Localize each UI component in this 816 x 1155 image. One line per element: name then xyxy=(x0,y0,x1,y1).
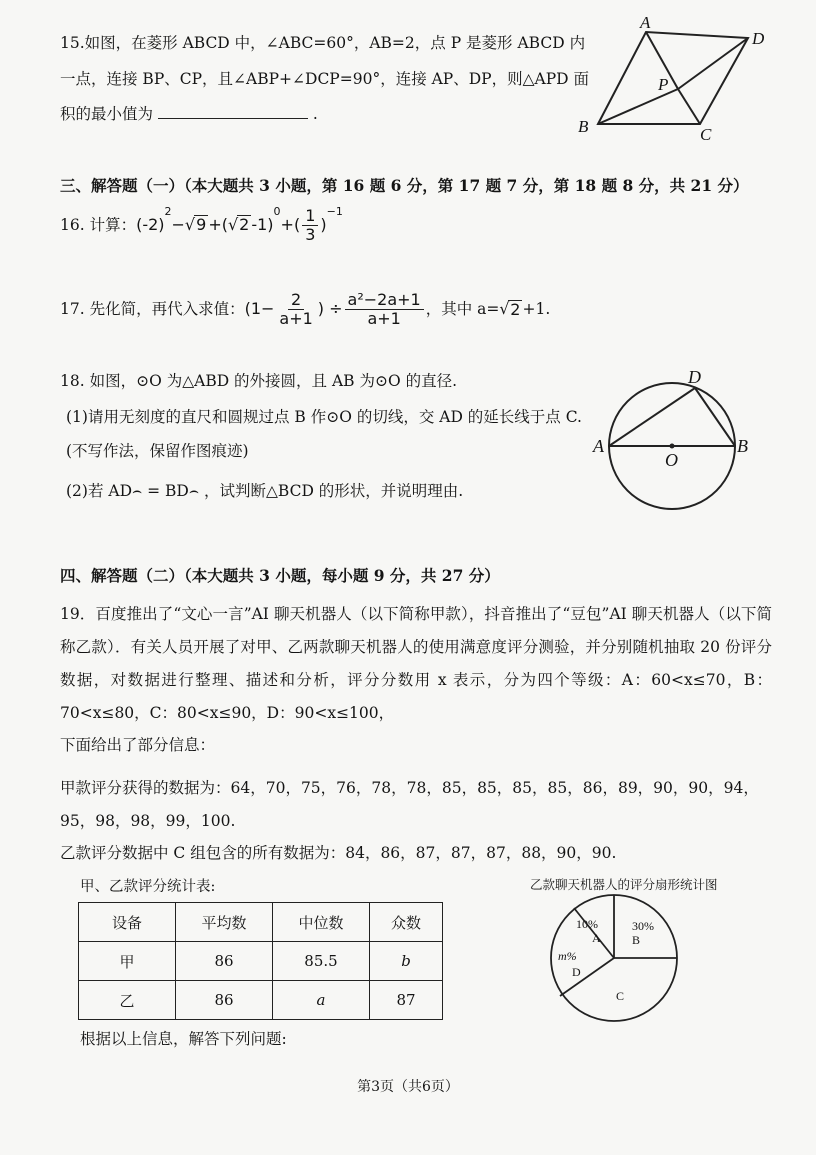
q17: 17. 先化简，再代入求值： (1− $\frac{2}{a+1}$ ) ÷ $\frac{\text{a²−2a+1}}{a+1}$ ，其中 a=√ 2 +1. xyxy=(60,289,551,328)
table-title: 甲、乙款评分统计表: xyxy=(80,879,216,895)
label-c: C xyxy=(700,125,712,140)
label-a: A xyxy=(593,436,604,456)
table-header-cell: 平均数 xyxy=(176,903,273,942)
label-a: A xyxy=(640,14,651,32)
label-b: B xyxy=(578,117,589,136)
page-footer: 第3页（共6页） xyxy=(357,1079,459,1095)
pie-chart xyxy=(548,888,680,1024)
table-row xyxy=(79,942,443,981)
q15-line1: 15.如图，在菱形 ABCD 中，∠ABC=60°，AB=2，点 P 是菱形 ABCD 内 xyxy=(60,34,586,52)
q18-line2: (1)请用无刻度的直尺和圆规过点 B 作⊙O 的切线，交 AD 的延长线于点 C. xyxy=(66,408,582,426)
q19-info: 下面给出了部分信息： xyxy=(60,736,216,754)
pie-divider-cd xyxy=(560,958,614,996)
table-header-cell: 中位数 xyxy=(273,903,370,942)
q19-yi-data: 乙款评分数据中 C 组包含的所有数据为：84，86，87，87，87，88，90，90. xyxy=(60,844,617,862)
q16: 16. 计算： $(-2)^2-√9 +(√2$ -1)$^0$+( $\frac{1}{3}$ )$^{-1}$ xyxy=(60,204,343,244)
section3-title: 三、解答题（一）（本大题共 3 小题，第 16 题 6 分，第 17 题 7 分，第 18 题 8 分，共 21 分） xyxy=(60,176,749,195)
table-cell: 85.5 xyxy=(273,942,370,981)
table-cell: a xyxy=(273,981,370,1020)
q18-line1: 18. 如图，⊙O 为△ABD 的外接圆，且 AB 为⊙O 的直径. xyxy=(60,372,458,390)
table-header-row xyxy=(79,903,443,942)
label-o: O xyxy=(665,450,678,470)
table-cell: 乙 xyxy=(79,981,176,1020)
segment-bp xyxy=(598,89,678,124)
segment-dp xyxy=(678,38,748,89)
q18-line3: (不写作法，保留作图痕迹) xyxy=(66,442,249,460)
q15-line3: 积的最小值为 . xyxy=(60,102,318,125)
rhombus-abcd xyxy=(598,32,748,124)
label-d: D xyxy=(752,29,765,48)
table-cell: 86 xyxy=(176,942,273,981)
q17-expression: (1− $\frac{2}{a+1}$ ) ÷ $\frac{\text{a²−2a+1}}{a+1}$ xyxy=(245,291,426,328)
pie-label-a: A xyxy=(592,931,601,945)
q15-line2: 一点，连接 BP、CP，且∠ABP+∠DCP=90°，连接 AP、DP，则△APD 面 xyxy=(60,70,589,88)
pie-label-c: C xyxy=(616,989,625,1003)
table-row xyxy=(79,981,443,1020)
label-d: D xyxy=(688,367,701,387)
label-b: B xyxy=(737,436,748,456)
pie-label-d: D xyxy=(572,965,581,979)
table-cell: 86 xyxy=(176,981,273,1020)
table-cell: 87 xyxy=(370,981,443,1020)
table-cell: b xyxy=(370,942,443,981)
q19-jia-data: 甲款评分获得的数据为：64，70，75，76，78，78，85，85，85，85，86，89，90，90，94，95，98，98，99，100. xyxy=(60,779,759,830)
pie-label-b-pct: 30% xyxy=(632,919,654,933)
pie-label-d-pct: m% xyxy=(558,949,577,963)
q16-expression: $(-2)^2-√9 +(√2$ -1)$^0$+( $\frac{1}{3}$ )$^{-1}$ xyxy=(136,204,343,244)
pie-label-b: B xyxy=(632,933,641,947)
chord-ad xyxy=(609,388,695,446)
segment-cp xyxy=(678,89,700,124)
q18-line4: (2)若 AD⌢ = BD⌢ ，试判断△BCD 的形状，并说明理由. xyxy=(66,482,464,500)
table-header-cell: 设备 xyxy=(79,903,176,942)
label-p: P xyxy=(658,75,669,94)
q19-closing: 根据以上信息，解答下列问题: xyxy=(80,1030,287,1048)
q19-paragraph: 19．百度推出了“文心一言”AI 聊天机器人（以下简称甲款），抖音推出了“豆包”AI 聊天机器人（以下简称乙款）．有关人员开展了对甲、乙两款聊天机器人的使用满意度评分测验，并分别随机抽取 20 份评分数据，对数据进行整理、描述和分析，评分分数用 x 表示，分为四个等级：A：60<x≤70，B：70<x≤80，C：80<x≤90，D：90<x≤100， xyxy=(60,605,772,722)
table-cell: 甲 xyxy=(79,942,176,981)
circle-figure xyxy=(590,366,755,514)
pie-title: 乙款聊天机器人的评分扇形统计图 xyxy=(530,877,718,892)
pie-label-a-pct: 10% xyxy=(576,917,598,931)
rhombus-figure xyxy=(568,14,778,140)
table-header-cell: 众数 xyxy=(370,903,443,942)
section4-title: 四、解答题（二）（本大题共 3 小题，每小题 9 分，共 27 分） xyxy=(60,566,500,585)
stats-table xyxy=(78,902,443,1020)
q15-answer-blank xyxy=(158,102,308,119)
center-dot xyxy=(670,444,675,449)
